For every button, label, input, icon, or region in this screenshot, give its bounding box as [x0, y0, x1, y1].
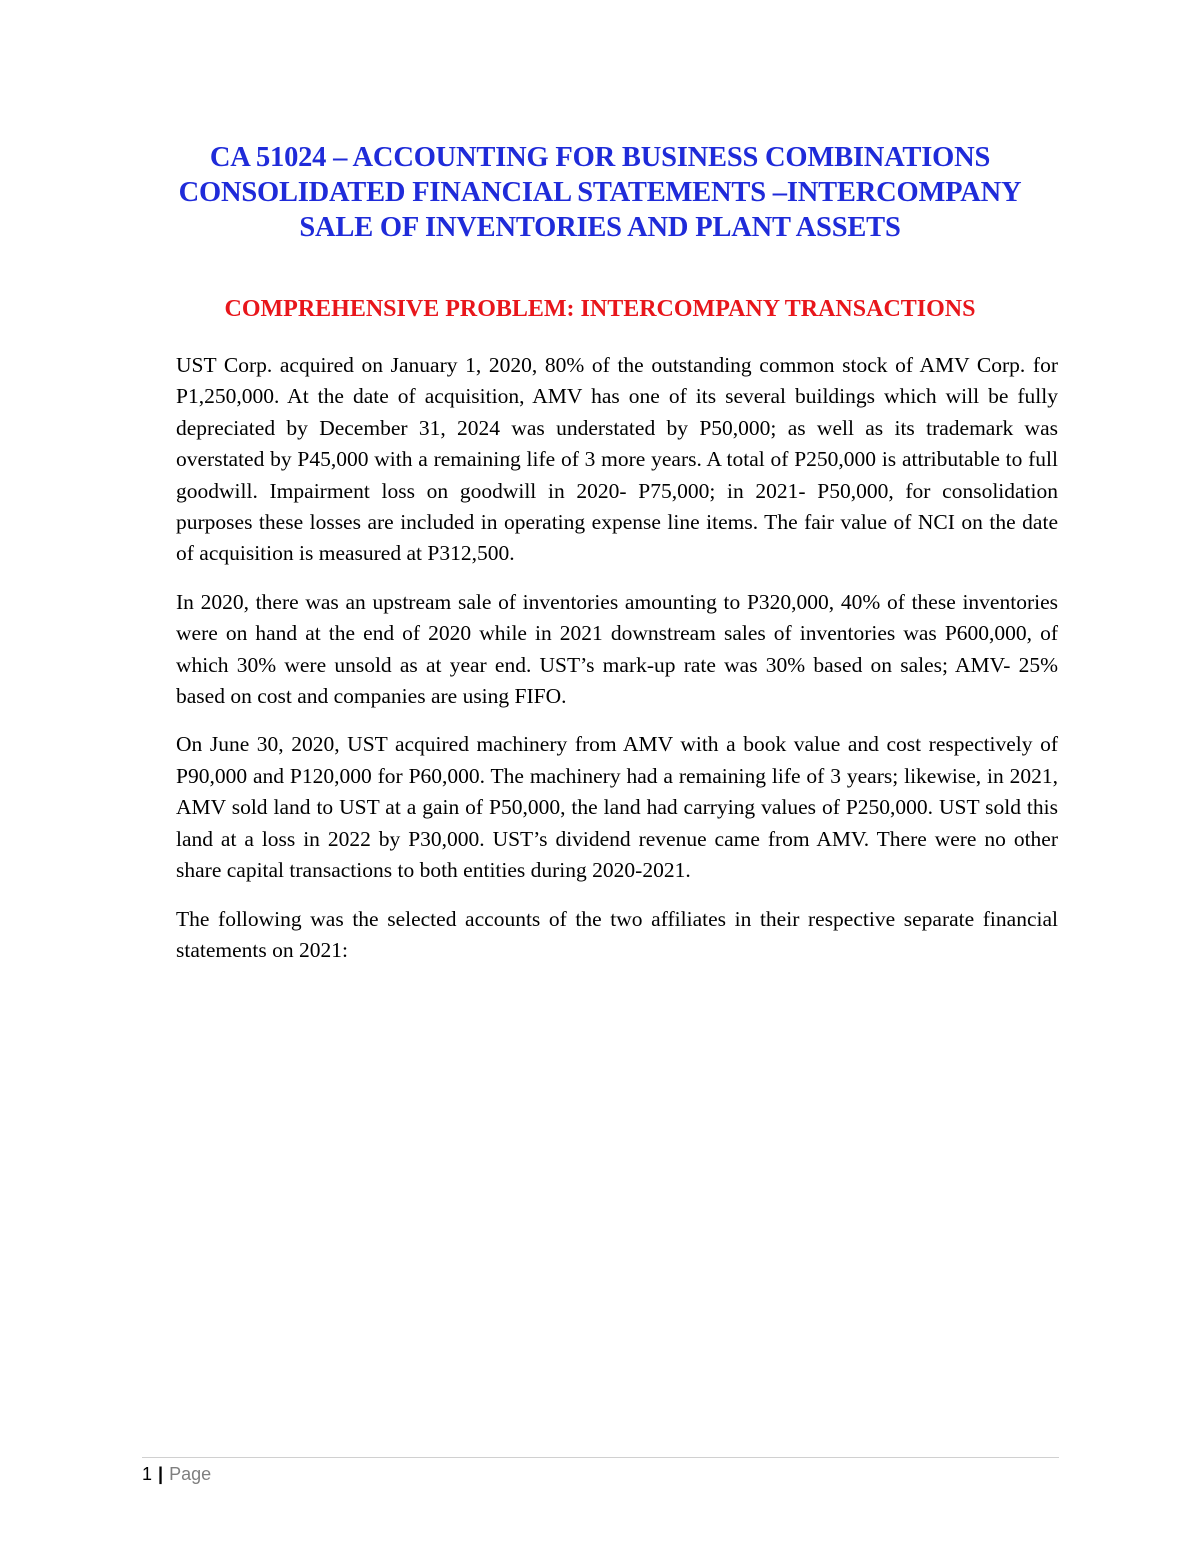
paragraph-plant-assets: On June 30, 2020, UST acquired machinery from AMV with a book value and cost respectively of P90,000 and P120,000 for P60,000. The machinery had a remaining life of 3 years; likewise, in 2021, AMV sold land to UST at a gain of P50,000, the land had carrying values of P250,000. UST sold this land at a loss in 2022 by P30,000. UST’s dividend revenue came from AMV. There were no other share capital transactions to both entities during 2020-2021. [176, 732, 1058, 883]
paragraph-selected-accounts: The following was the selected accounts of the two affiliates in their respective separate financial statements on 2021: [176, 906, 1058, 962]
document-title [100, 140, 1100, 245]
section-heading: COMPREHENSIVE PROBLEM: INTERCOMPANY TRANSACTIONS [224, 296, 976, 322]
page-number: 1 [142, 1464, 153, 1484]
paragraph-acquisition: UST Corp. acquired on January 1, 2020, 80% of the outstanding common stock of AMV Corp. for P1,250,000. At the date of acquisition, AMV has one of its several buildings which will be fully depreciated by December 31, 2024 was understated by P50,000; as well as its trademark was overstated by P45,000 with a remaining life of 3 more years. A total of P250,000 is attributable to full goodwill. Impairment loss on goodwill in 2020- P75,000; in 2021- P50,000, for consolidation purposes these losses are included in operating expense line items. The fair value of NCI on the date of acquisition is measured at P312,500. [176, 353, 1058, 566]
footer-separator: | [158, 1464, 164, 1484]
page-footer [142, 1462, 211, 1486]
paragraph-inventories: In 2020, there was an upstream sale of inventories amounting to P320,000, 40% of these inventories were on hand at the end of 2020 while in 2021 downstream sales of inventories was P600,000, of which 30% were unsold as at year end. UST’s mark-up rate was 30% based on sales; AMV- 25% based on cost and companies are using FIFO. [176, 589, 1058, 709]
title-line-3: SALE OF INVENTORIES AND PLANT ASSETS [299, 212, 901, 243]
title-line-2: CONSOLIDATED FINANCIAL STATEMENTS –INTERCOMPANY [178, 177, 1022, 208]
problem-text [176, 350, 1058, 983]
footer-divider [142, 1457, 1059, 1458]
page-label: Page [169, 1464, 212, 1484]
title-line-1: CA 51024 – ACCOUNTING FOR BUSINESS COMBINATIONS [209, 142, 991, 173]
